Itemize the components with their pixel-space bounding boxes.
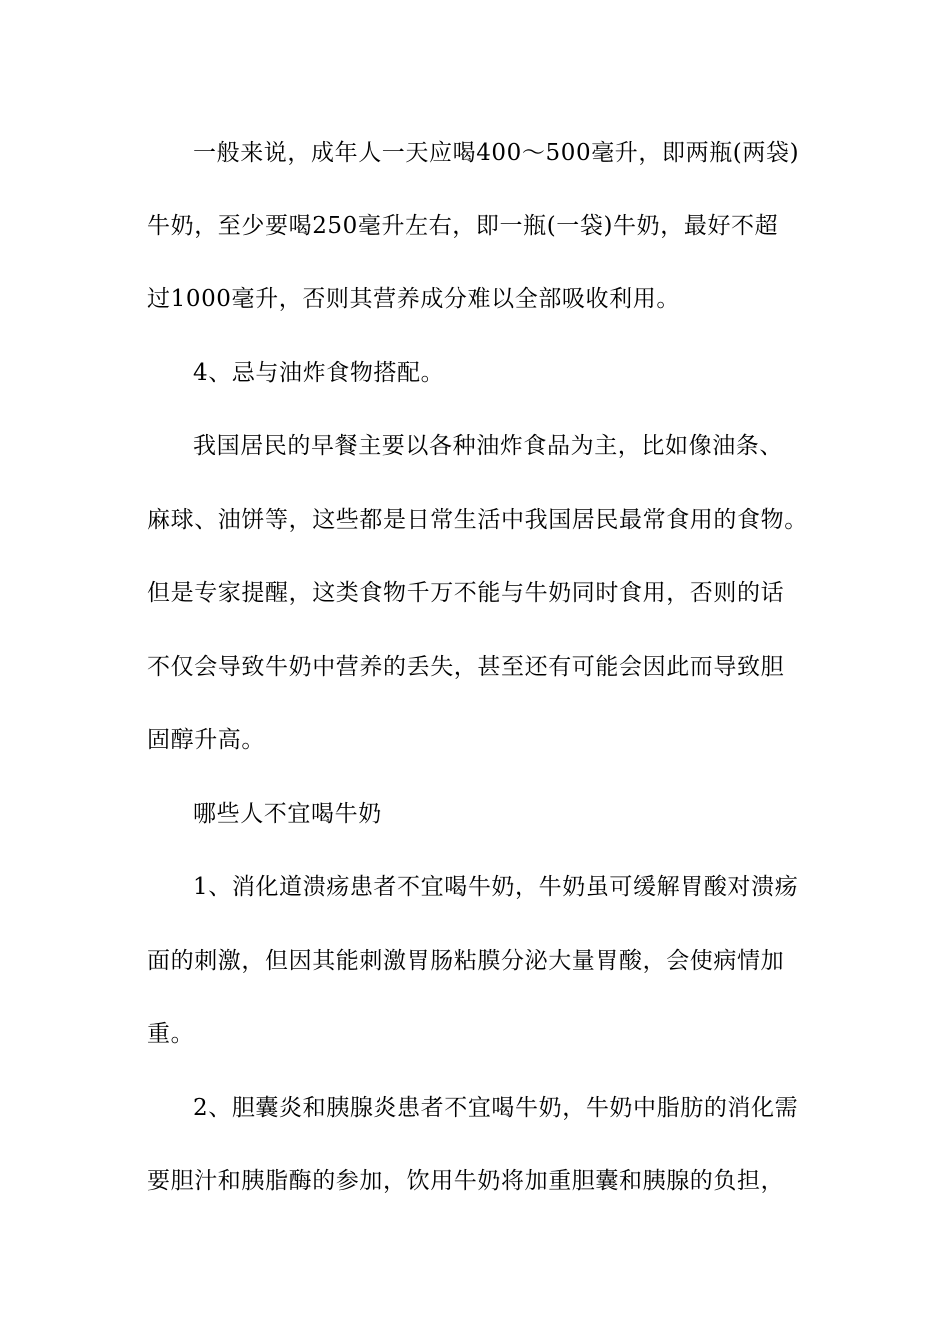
paragraph-line: 重。 [147,1021,195,1047]
paragraph-line: 我国居民的早餐主要以各种油炸食品为主，比如像油条、 [193,433,783,459]
paragraph-line: 固醇升高。 [147,727,265,753]
paragraph-line: 不仅会导致牛奶中营养的丢失，甚至还有可能会因此而导致胆 [147,654,785,680]
paragraph-line: 但是专家提醒，这类食物千万不能与牛奶同时食用，否则的话 [147,580,785,606]
paragraph-line: 1、消化道溃疡患者不宜喝牛奶，牛奶虽可缓解胃酸对溃疡 [193,874,799,900]
paragraph-line: 2、胆囊炎和胰腺炎患者不宜喝牛奶，牛奶中脂肪的消化需 [193,1095,799,1121]
paragraph-line: 面的刺激，但因其能刺激胃肠粘膜分泌大量胃酸，会使病情加 [147,948,785,974]
section-heading: 哪些人不宜喝牛奶 [193,801,382,827]
paragraph-line: 过1000毫升，否则其营养成分难以全部吸收利用。 [147,286,680,312]
section-heading: 4、忌与油炸食物搭配。 [193,360,445,386]
paragraph-line: 一般来说，成年人一天应喝400～500毫升，即两瓶(两袋) [193,140,800,166]
paragraph-line: 麻球、油饼等，这些都是日常生活中我国居民最常食用的食物。 [147,507,808,533]
paragraph-line: 要胆汁和胰脂酶的参加，饮用牛奶将加重胆囊和胰腺的负担， [147,1168,785,1194]
paragraph-line: 牛奶，至少要喝250毫升左右，即一瓶(一袋)牛奶，最好不超 [147,213,779,239]
